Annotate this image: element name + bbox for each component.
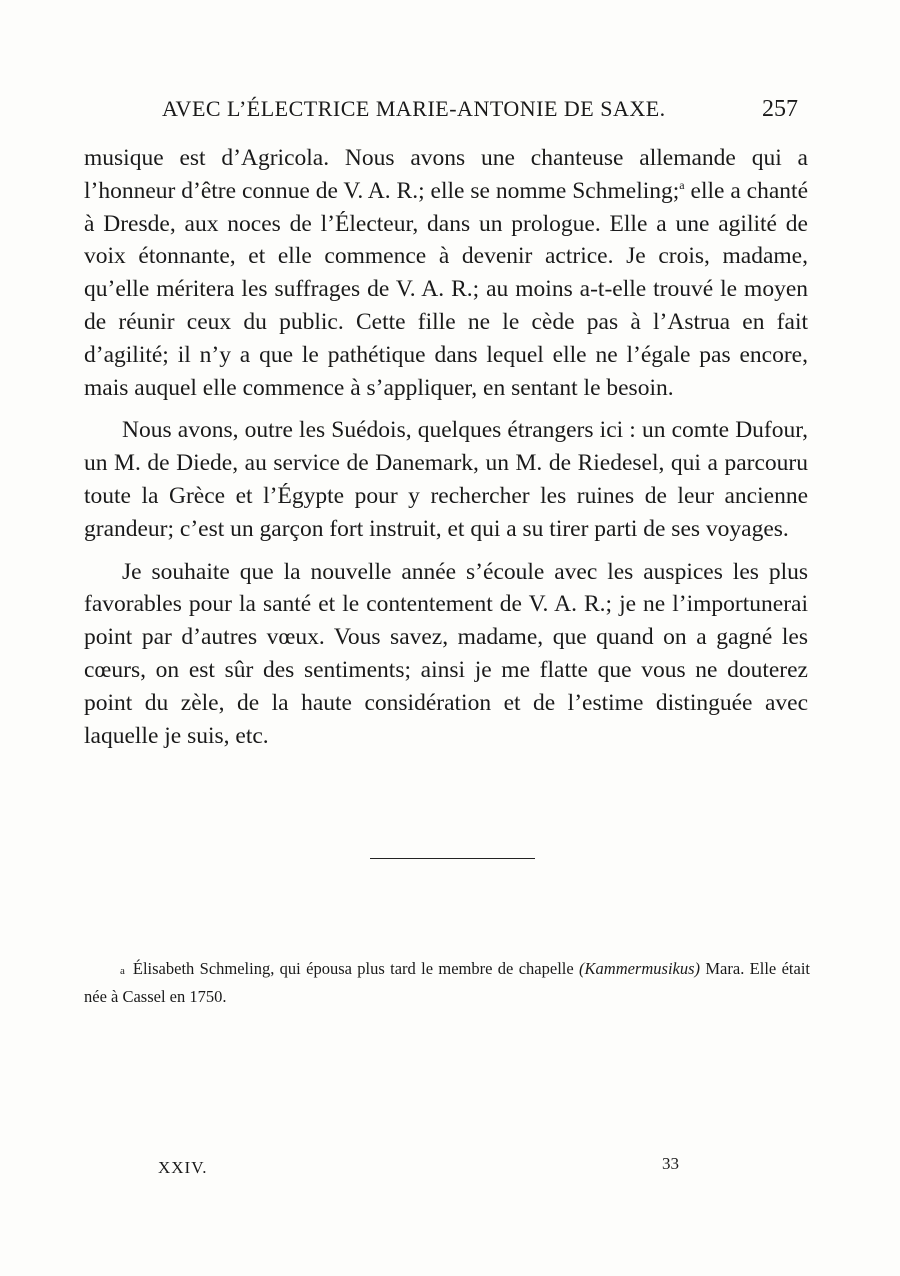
letter-body: [84, 142, 808, 752]
running-title: AVEC L’ÉLECTRICE MARIE-ANTONIE DE SAXE.: [162, 96, 666, 121]
footnote-italic: (Kammermusikus): [579, 959, 701, 978]
footnote: [84, 956, 810, 1009]
footnote-reference[interactable]: a: [679, 177, 685, 192]
footnote-separator: [370, 858, 535, 859]
footnote-mark: a: [120, 965, 125, 977]
paragraph-1-text-cont: elle a chanté à Dresde, aux noces de l’Électeur, dans un prologue. Elle a une agilité de voix étonnante, et elle commence à devenir actrice. Je crois, madame, qu’elle méritera les suffrages de V. A. R.; au moins a-t-elle trouvé le moyen de réunir ceux du public. Cette fille ne le cède pas à l’Astrua en fait d’agilité; il n’y a que le pathétique dans lequel elle ne l’égale pas encore, mais auquel elle commence à s’appliquer, en sentant le besoin.: [84, 177, 809, 401]
sheet-number: 33: [662, 1154, 679, 1173]
signature-mark: XXIV.: [158, 1158, 208, 1177]
page-number: 257: [762, 96, 798, 122]
paragraph-1: [84, 142, 808, 404]
footnote-text: Élisabeth Schmeling, qui épousa plus tard le membre de chapelle: [132, 959, 580, 978]
paragraph-2: Nous avons, outre les Suédois, quelques étrangers ici : un comte Dufour, un M. de Diede, au service de Danemark, un M. de Riedesel, qui a parcouru toute la Grèce et l’Égypte pour y rechercher les ruines de leur ancienne grandeur; c’est un garçon fort instruit, et qui a su tirer parti de ses voyages.: [84, 417, 808, 542]
footnote-text-cont: Mara. Elle était née à Cassel en 1750.: [84, 959, 810, 1006]
paragraph-3: Je souhaite que la nouvelle année s’écoule avec les auspices les plus favorables pour la santé et le contentement de V. A. R.; je ne l’importunerai point par d’autres vœux. Vous savez, madame, que quand on a gagné les cœurs, on est sûr des sentiments; ainsi je me flatte que vous ne douterez point du zèle, de la haute considération et de l’estime distinguée avec laquelle je suis, etc.: [84, 558, 808, 749]
paragraph-1-text: musique est d’Agricola. Nous avons une chanteuse allemande qui a l’honneur d’être connue de V. A. R.; elle se nomme Schmeling;: [84, 145, 808, 204]
